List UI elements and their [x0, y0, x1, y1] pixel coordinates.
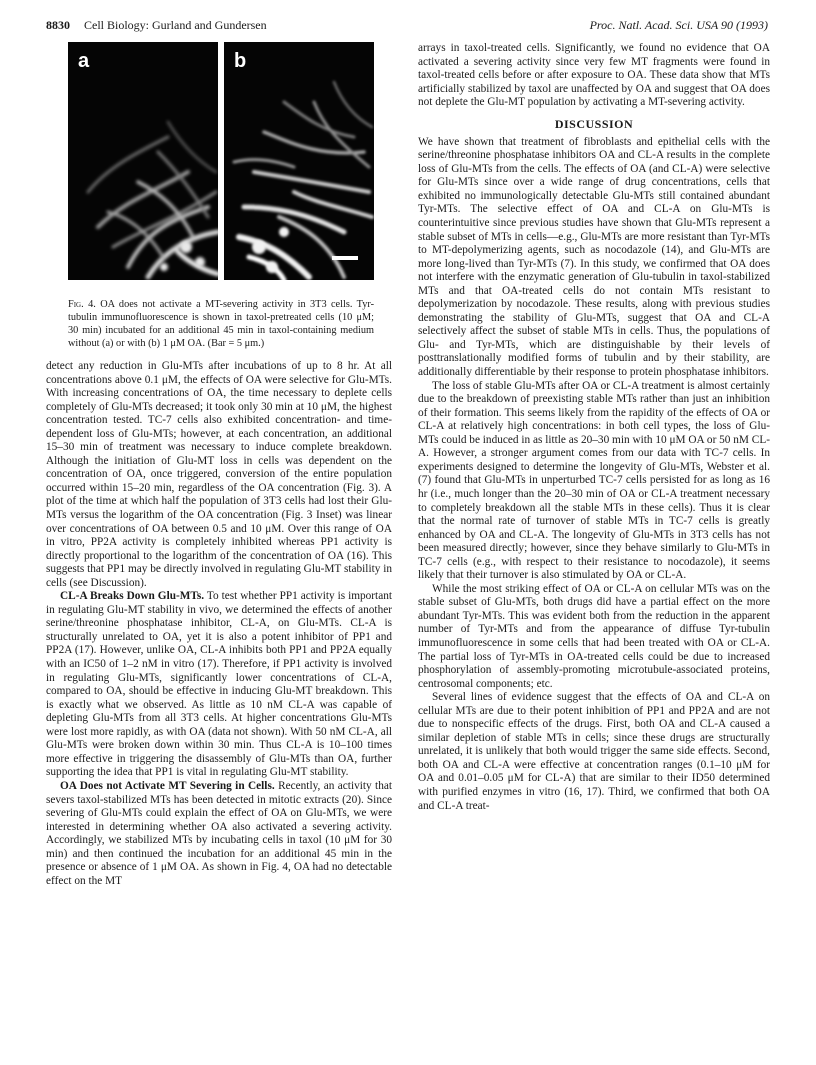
- micrograph-panel-a: [68, 42, 218, 280]
- paragraph-mt-severing-body: Recently, an activity that severs taxol-stabilized MTs has been detected in mitotic extracts (20). Since severing of Glu-MTs could explain the effect of OA on Glu-MTs, we were interested in determining whether OA also activated a severing activity. Accordingly, we stabilized MTs by incubating cells in taxol (10 μM for 30 min) and then continued the incubation for an additional 45 min in the presence or absence of 1 μM OA. As shown in Fig. 4, OA had no detectable effect on the MT: [46, 779, 392, 887]
- figure-caption-label: Fig. 4.: [68, 299, 96, 310]
- right-column: [418, 42, 770, 813]
- micrograph-a-image: [68, 42, 218, 280]
- paragraph-oa-concentration: detect any reduction in Glu-MTs after incubations of up to 8 hr. At all concentrations above 0.1 μM, the effects of OA were selective for Glu-MTs. With increasing concentrations of OA, the time necessary to deplete cells completely of Glu-MTs decreased; it took only 30 min at 10 μM, the highest concentration tested. TC-7 cells also exhibited concentration- and time-dependent loss of Glu-MTs; however, at each concentration, an additional 15–30 min of treatment was necessary to induce complete breakdown. Although the initiation of Glu-MT loss in cells was dependent on the concentration of OA, once triggered, conversion of the entire population occurred within 15–20 min, regardless of the OA concentration (Fig. 3). A plot of the time at which half the population of 3T3 cells had lost their Glu-MTs versus the logarithm of the OA concentration (Fig. 3 Inset) was linear over concentrations of OA between 0.5 and 10 μM. Over this range of OA in vitro, PP2A activity is completely inhibited whereas PP1 activity is directly proportional to the logarithm of the concentration of OA (16). This suggests that PP1 may be directly involved in regulating Glu-MT stability in cells (see Discussion).: [46, 360, 392, 589]
- header-left: [46, 16, 267, 34]
- scale-bar: [332, 256, 358, 260]
- subheading-mt-severing: OA Does not Activate MT Severing in Cells.: [60, 779, 275, 792]
- paragraph-discussion-3: While the most striking effect of OA or CL-A on cellular MTs was on the stable subset of Glu-MTs, both drugs did have a partial effect on the more abundant Tyr-MTs. This was evident both from the reduction in the apparent number of Tyr-MTs and from the appearance of diffuse Tyr-tubulin immunofluorescence in some cells that had been treated with OA or CL-A. The partial loss of Tyr-MTs in OA-treated cells could be due to increased phosphorylation of assembly-promoting microtubule-associated proteins, centrosomal components; etc.: [418, 582, 770, 690]
- figure-caption-text: OA does not activate a MT-severing activity in 3T3 cells. Tyr-tubulin immunofluorescence is shown in taxol-pretreated cells (10 μM; 30 min) incubated for an additional 45 min in taxol-containing medium without (a) or with (b) 1 μM OA. (Bar = 5 μm.): [68, 299, 375, 349]
- paragraph-discussion-4: Several lines of evidence suggest that the effects of OA and CL-A on cellular MTs are due to their potent inhibition of PP1 and PP2A and are not due to nonspecific effects of the drugs. First, both OA and CL-A caused a similar depletion of stable MTs in cells; since these drugs are structurally unrelated, it is unlikely that both would trigger the same side effects. Second, both OA and CL-A were effective at concentration ranges (0.1–10 μM for OA and 0.01–0.05 μM for CL-A) that are similar to their ID50 determined with purified enzymes in vitro (16, 17). Third, we confirmed that both OA and CL-A treat-: [418, 691, 770, 812]
- figure-4: [68, 42, 374, 280]
- paragraph-discussion-1: We have shown that treatment of fibroblasts and epithelial cells with the serine/threonine phosphatase inhibitors OA and CL-A results in the complete loss of Glu-MTs from the cells. The effects of OA (and CL-A) were selective for Glu-MTs since over a wide range of drug concentrations, cells that exhibited no immunologically detectable Glu-MTs still contained abundant Tyr-MTs. The selective effect of OA and CL-A on Glu-MTs is counterintuitive since previous studies have shown that Glu-MTs represent a stable subset of MTs in cells—e.g., Glu-MTs are more resistant than Tyr-MTs to MT-depolymerizing agents, such as nocodazole (14), and Glu-MTs are more long-lived than Tyr-MTs (7). In this study, we confirmed that OA does not interfere with the enzymatic generation of Glu-tubulin in taxol-stabilized MTs and that OA-treated cells do not contain MTs resistant to depolymerization by nocodazole. These results, along with previous studies demonstrating the stability of Glu-MTs, suggest that OA and CL-A selectively affect the subset of stable MTs in cells. Thus, the populations of Glu- and Tyr-MTs, which are distinguishable by their levels of posttranslationally modified forms of tubulin and by their stability, are additionally differentiable by their response to protein phosphatase inhibitors.: [418, 135, 770, 379]
- running-header: [46, 16, 768, 34]
- paragraph-taxol-continued: arrays in taxol-treated cells. Significantly, we found no evidence that OA activated a severing activity since very few MT fragments were found in taxol-treated cells before or after exposure to OA. These data show that MTs artificially stabilized by taxol are unaffected by OA and suggest that OA does not deplete the Glu-MT population by activating a MT-severing activity.: [418, 42, 770, 109]
- subheading-cl-a: CL-A Breaks Down Glu-MTs.: [60, 590, 205, 603]
- panel-b-label: b: [234, 50, 247, 72]
- journal-citation: Proc. Natl. Acad. Sci. USA 90 (1993): [589, 18, 768, 32]
- micrograph-b-image: [224, 42, 374, 280]
- left-column: [46, 42, 392, 888]
- page-number: 8830: [46, 18, 70, 32]
- figure-caption: [68, 298, 374, 350]
- micrograph-panel-b: [224, 42, 374, 280]
- running-title: Cell Biology: Gurland and Gundersen: [84, 18, 267, 32]
- paragraph-mt-severing: [46, 780, 392, 888]
- paragraph-cl-a-body: To test whether PP1 activity is important in regulating Glu-MT stability in vivo, we determined the effects of another serine/threonine phosphatase inhibitor, CL-A, on Glu-MTs. CL-A is structurally unrelated to OA, yet it is also a potent inhibitor of PP1 and PP2A (17). However, unlike OA, CL-A inhibits both PP1 and PP2A equally with an IC50 of 1–2 nM in vitro (17). Therefore, if PP1 activity is involved in regulating Glu-MTs, significantly lower concentrations of CL-A, compared to OA, should be effective in inducing Glu-MT breakdown. This is exactly what we observed. As little as 10 nM CL-A was capable of depleting Glu-MTs from all 3T3 cells. At higher concentrations Glu-MTs were lost more rapidly, as with OA (data not shown). With 50 nM CL-A, all Glu-MTs were broken down within 30 min. Thus CL-A is 10–100 times more effective in triggering the disassembly of Glu-MTs than OA, further supporting the idea that PP1 is vital in regulating Glu-MT stability.: [46, 590, 392, 779]
- paragraph-discussion-2: The loss of stable Glu-MTs after OA or CL-A treatment is almost certainly due to the breakdown of preexisting stable MTs rather than just an inhibition of their formation. This seems likely from the rapidity of the effects of OA or CL-A at relatively high concentrations: in both cell types, the loss of Glu-MTs could be induced in as little as 20–30 min with 10 μM OA or 50 nM CL-A. However, a stronger argument comes from our data with TC-7 cells. In experiments designed to determine the longevity of Glu-MTs, Webster et al. (7) found that Glu-MTs in unperturbed TC-7 cells persisted for as long as 16 hr (i.e., much longer than the 20–30 min of OA or CL-A treatment necessary to completely breakdown all the stable MTs in these cells). Thus it is clear that the normal rate of turnover of stable MTs in TC-7 cells is greatly enhanced by OA and CL-A. The longevity of Glu-MTs in 3T3 cells has not been measured directly; however, since they behave similarly to Glu-MTs in TC-7 cells (e.g., with respect to their resistance to nocodazole), it seems likely that their turnover is also stimulated by OA or CL-A.: [418, 379, 770, 582]
- discussion-heading: DISCUSSION: [554, 116, 634, 131]
- panel-a-label: a: [78, 50, 90, 72]
- paragraph-cl-a: [46, 590, 392, 780]
